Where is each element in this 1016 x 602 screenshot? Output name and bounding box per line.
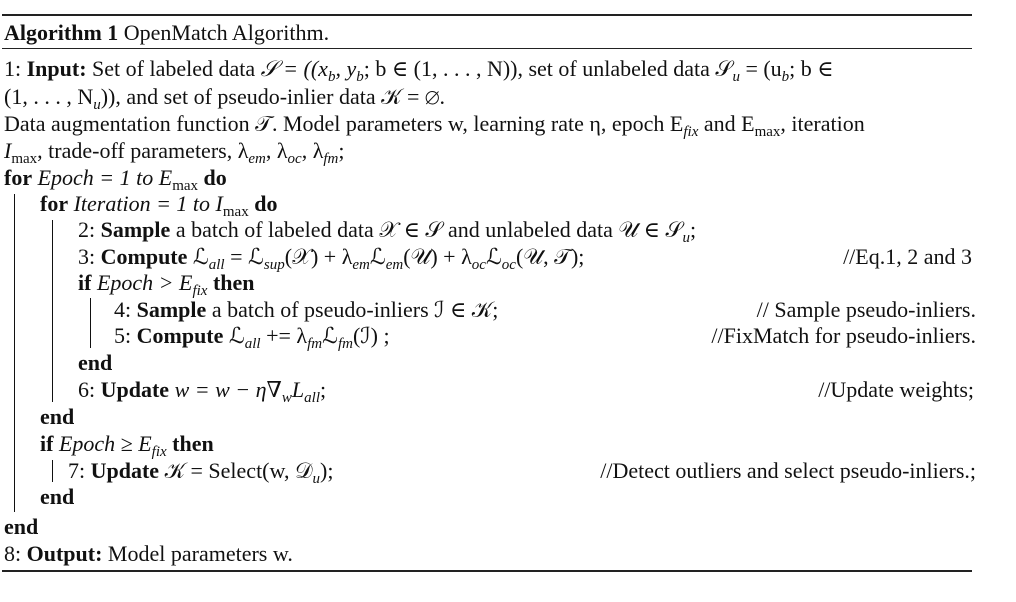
line-input-1: 1: Input: Set of labeled data 𝒮 = (($x_b$, $y_b$; b ∈ (1, . . . , N)), set of unlabeled data 𝒮$_u$ = ($u_b$; b ∈	[4, 56, 834, 85]
line-if-2: if Epoch ≥ $E_{fix}$ then	[40, 431, 214, 460]
line-for-epoch: for Epoch = 1 to $E_{max}$ do	[4, 165, 227, 194]
line-7: 7: Update 𝒦 = Select(w, 𝒟$_u$);	[68, 458, 334, 487]
line-8: 8: Output: Model parameters w.	[4, 541, 293, 566]
line-2: 2: Sample a batch of labeled data 𝒳 ∈ 𝒮 and unlabeled data 𝒰 ∈ 𝒮$_u$;	[78, 217, 697, 246]
line-5: 5: Compute ℒ$_{all}$ += $\lambda_{fm}ℒ_{fm}(ℐ)$ ;	[114, 323, 390, 352]
comment-line-5: //FixMatch for pseudo-inliers.	[711, 323, 976, 348]
indent-bar-if-1	[90, 298, 91, 348]
caption-rule	[2, 48, 972, 49]
bottom-rule	[2, 570, 972, 572]
comment-line-3: //Eq.1, 2 and 3	[843, 244, 972, 269]
line-end-1: end	[78, 350, 113, 375]
indent-bar-iter	[52, 220, 53, 402]
line-3: 3: Compute ℒ$_{all}$ = ℒ$_{sup}$(𝒳) + $\lambda_{em}ℒ_{em}(𝒰)$ + $\lambda_{oc}ℒ_{oc}(𝒰$, 𝒯);	[78, 244, 585, 273]
line-for-iter: for Iteration = 1 to $I_{max}$ do	[40, 191, 278, 220]
line-end-4: end	[4, 514, 39, 539]
line-4: 4: Sample a batch of pseudo-inliers ℐ ∈ 𝒦;	[114, 297, 499, 322]
line-input-2: (1, . . . , $N_u$)), and set of pseudo-inlier data 𝒦 = ∅.	[4, 84, 446, 113]
comment-line-6: //Update weights;	[818, 377, 974, 402]
line-end-2: end	[40, 404, 75, 429]
line-if-1: if Epoch > $E_{fix}$ then	[78, 270, 255, 299]
indent-bar-if-2	[52, 460, 53, 482]
indent-bar-epoch	[14, 194, 15, 512]
algorithm-label: Algorithm 1	[4, 20, 119, 45]
top-rule	[2, 14, 972, 16]
algorithm-title: OpenMatch Algorithm.	[123, 20, 330, 45]
line-6: 6: Update $w = w - \eta\nabla_wL_{all}$;	[78, 377, 327, 406]
algorithm-caption	[4, 20, 329, 46]
line-end-3: end	[40, 484, 75, 509]
comment-line-7: //Detect outliers and select pseudo-inliers.;	[600, 458, 976, 483]
comment-line-4: // Sample pseudo-inliers.	[756, 297, 976, 322]
line-input-4: $I_{max}$, trade-off parameters, $\lambda_{em}$, $\lambda_{oc}$, $\lambda_{fm}$;	[4, 138, 345, 167]
line-input-3: Data augmentation function 𝒯. Model parameters w, learning rate η, epoch $E_{fix}$ and $E_{max}$, iteration	[4, 111, 865, 140]
